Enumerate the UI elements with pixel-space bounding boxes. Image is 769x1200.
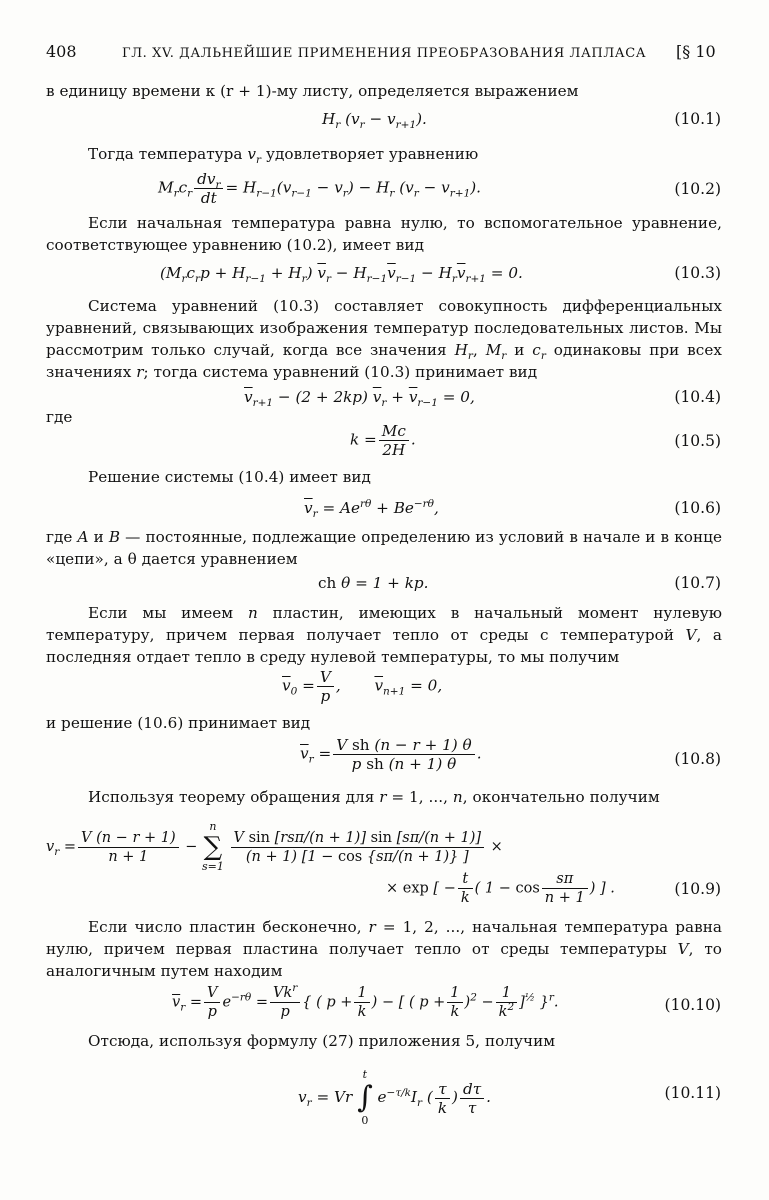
equation-10-6: $\overline{v}_r = Ae^{r\theta} + Be^{-r\theta}$, bbox=[304, 497, 439, 521]
equation-10-1: $H_r$ $(v_r - v_{r+1})$. bbox=[322, 110, 427, 132]
equation-10-10: $\overline{v}_r$ = $\frac{V}{p}$ $e^{-r\theta}$ = $\frac{Vk^r}{p}$ { ( p + $\frac{1}{k}$ ) − [ ( p + $\frac{1}{k}$ )$^2$ − $\frac{1}{k^2}$ ]$^{\frac{1}{2}}$ }$^r$. bbox=[172, 982, 559, 1020]
paragraph-6: Решение системы (10.4) имеет вид bbox=[88, 468, 371, 486]
equation-10-11: $v_r = Vr$ t ∫ 0 $e^{-\tau/k}I_r$ ( $\frac{\tau}{k}$ ) $\frac{d\tau}{\tau}$ . bbox=[298, 1068, 491, 1127]
paragraph-4: Система уравнений (10.3) составляет совокупность дифференциальных уравнений, связывающих изображения температур последовательных листов. Мы рассмотрим только случай, когда все значения $H_r$, $M_r$ и $c_r$ одинаковы при всех значениях r; тогда система уравнений (10.3) принимает вид bbox=[46, 297, 722, 381]
section-marker: [§ 10 bbox=[676, 42, 716, 61]
equation-boundary-conditions: $\overline{v}_0$ = $\frac{V}{p}$ , $\overline{v}_{n+1} = 0$, bbox=[282, 668, 443, 705]
paragraph-11: Если число пластин бесконечно, r = 1, 2, ..., начальная температура равна нулю, причем первая пластина получает тепло от среды температуры V, то аналогичным путем находим bbox=[46, 918, 722, 980]
equation-number-10-10: (10.10) bbox=[664, 996, 721, 1014]
equation-10-4: $\overline{v}_{r+1} - (2 + 2kp) \overline{v}_r + \overline{v}_{r-1} = 0$, bbox=[244, 388, 475, 410]
equation-10-8: $\overline{v}_r$ = $\frac{\text{V sh (n − r + 1) θ}}{\text{p sh (n + 1) θ}}$ . bbox=[300, 736, 482, 773]
paragraph-10: Используя теорему обращения для r = 1, ..., n, окончательно получим bbox=[88, 788, 660, 806]
equation-10-5: k = $\frac{Mc}{2H}$ . bbox=[350, 422, 416, 459]
equation-number-10-3: (10.3) bbox=[674, 264, 721, 282]
equation-number-10-7: (10.7) bbox=[674, 574, 721, 592]
equation-number-10-4: (10.4) bbox=[674, 388, 721, 406]
equation-10-9: $v_r$ = $\frac{V (n - r + 1)}{n + 1}$ − n ∑ s=1 $\frac{\text{V sin [rsπ/(n + 1)] sin [sπ/(n + 1)]}}{(n + 1) [1 - \cos \{s\pi/(n + 1)\} ]}$ × bbox=[46, 820, 503, 873]
equation-number-10-9: (10.9) bbox=[674, 880, 721, 898]
equation-number-10-11: (10.11) bbox=[664, 1084, 721, 1102]
equation-number-10-5: (10.5) bbox=[674, 432, 721, 450]
paragraph-1: в единицу времени к (r + 1)-му листу, определяется выражением bbox=[46, 82, 579, 100]
paragraph-5: где bbox=[46, 408, 73, 426]
paragraph-12: Отсюда, используя формулу (27) приложения 5, получим bbox=[88, 1032, 556, 1050]
equation-10-7: ch θ = 1 + kp. bbox=[318, 574, 429, 592]
equation-10-2: $M_rc_r$ $\frac{dv_r}{dt}$ = $H_{r-1}(v_{r-1} - v_r) - H_r$ $(v_r - v_{r+1})$. bbox=[158, 170, 482, 207]
equation-number-10-6: (10.6) bbox=[674, 499, 721, 517]
equation-10-9-continuation: × exp [ − $\frac{t}{k}$ ( 1 − cos $\frac{s\pi}{n + 1}$ ) ] . bbox=[386, 871, 615, 906]
paragraph-7: где A и B — постоянные, подлежащие определению из условий в начале и в конце «цепи», а θ дается уравнением bbox=[46, 528, 722, 568]
page-number: 408 bbox=[46, 42, 77, 61]
equation-number-10-8: (10.8) bbox=[674, 750, 721, 768]
paragraph-8: Если мы имеем n пластин, имеющих в начальный момент нулевую температуру, причем первая получает тепло от среды с температурой V, а последняя отдает тепло в среду нулевой температуры, то мы получим bbox=[46, 604, 722, 666]
paragraph-2: Тогда температура $v_r$ удовлетворяет уравнению bbox=[88, 145, 479, 167]
paragraph-3: Если начальная температура равна нулю, то вспомогательное уравнение, соответствующее уравнению (10.2), имеет вид bbox=[46, 214, 722, 254]
equation-number-10-2: (10.2) bbox=[674, 180, 721, 198]
paragraph-9: и решение (10.6) принимает вид bbox=[46, 714, 311, 732]
equation-number-10-1: (10.1) bbox=[674, 110, 721, 128]
equation-10-3: $(M_rc_rp + H_{r-1} + H_r) \overline{v}_r - H_{r-1}\overline{v}_{r-1} - H_r\overline{v}_{r+1} = 0$. bbox=[160, 264, 523, 286]
running-head: ГЛ. XV. ДАЛЬНЕЙШИЕ ПРИМЕНЕНИЯ ПРЕОБРАЗОВАНИЯ ЛАПЛАСА bbox=[122, 46, 647, 61]
